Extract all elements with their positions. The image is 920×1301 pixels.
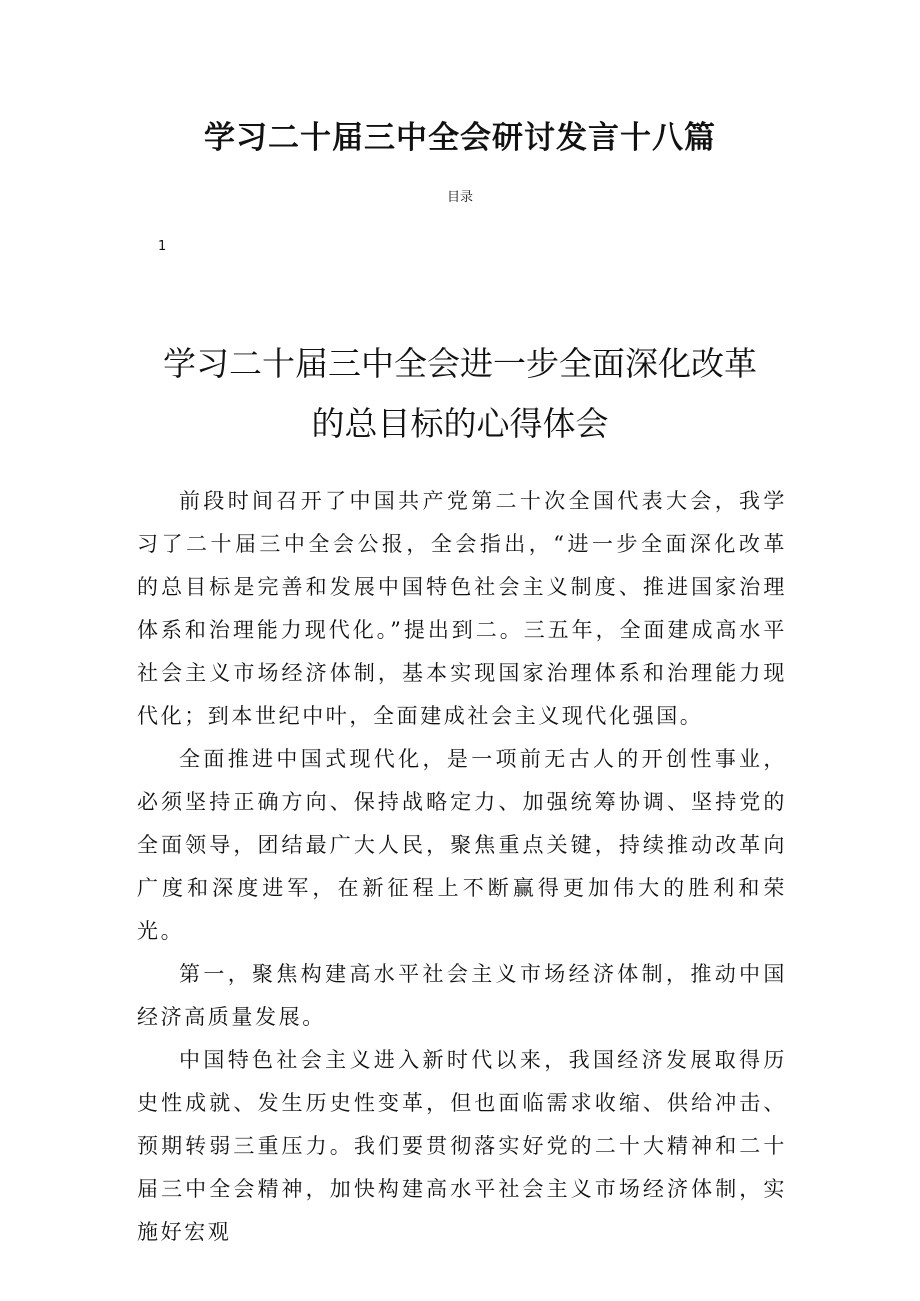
document-title: 学习二十届三中全会研讨发言十八篇 xyxy=(204,120,716,156)
table-of-contents-label: 目录 xyxy=(446,190,473,205)
article-title-line-2: 的总目标的心得体会 xyxy=(311,404,609,443)
body-paragraph: 前段时间召开了中国共产党第二十次全国代表大会，我学习了二十届三中全会公报，全会指出，“进一步全面深化改革的总目标是完善和发展中国特色社会主义制度、推进国家治理体系和治理能力现代化。”提出到二。三五年，全面建成高水平社会主义市场经济体制，基本实现国家治理体系和治理能力现代化；到本世纪中叶，全面建成社会主义现代化强国。 xyxy=(137,489,787,728)
body-paragraph: 全面推进中国式现代化，是一项前无古人的开创性事业，必须坚持正确方向、保持战略定力、加强统筹协调、坚持党的全面领导，团结最广大人民，聚焦重点关键，持续推动改革向广度和深度进军，在新征程上不断赢得更加伟大的胜利和荣光。 xyxy=(137,747,787,943)
article-title xyxy=(0,334,920,454)
toc-entry-number: 1 xyxy=(158,239,167,254)
body-paragraph: 中国特色社会主义进入新时代以来，我国经济发展取得历史性成就、发生历史性变革，但也面临需求收缩、供给冲击、预期转弱三重压力。我们要贯彻落实好党的二十大精神和二十届三中全会精神，加快构建高水平社会主义市场经济体制，实施好宏观 xyxy=(137,1048,787,1244)
article-title-line-1: 学习二十届三中全会进一步全面深化改革 xyxy=(163,344,757,383)
body-paragraph: 第一，聚焦构建高水平社会主义市场经济体制，推动中国经济高质量发展。 xyxy=(137,962,787,1029)
article-body xyxy=(137,480,787,1254)
